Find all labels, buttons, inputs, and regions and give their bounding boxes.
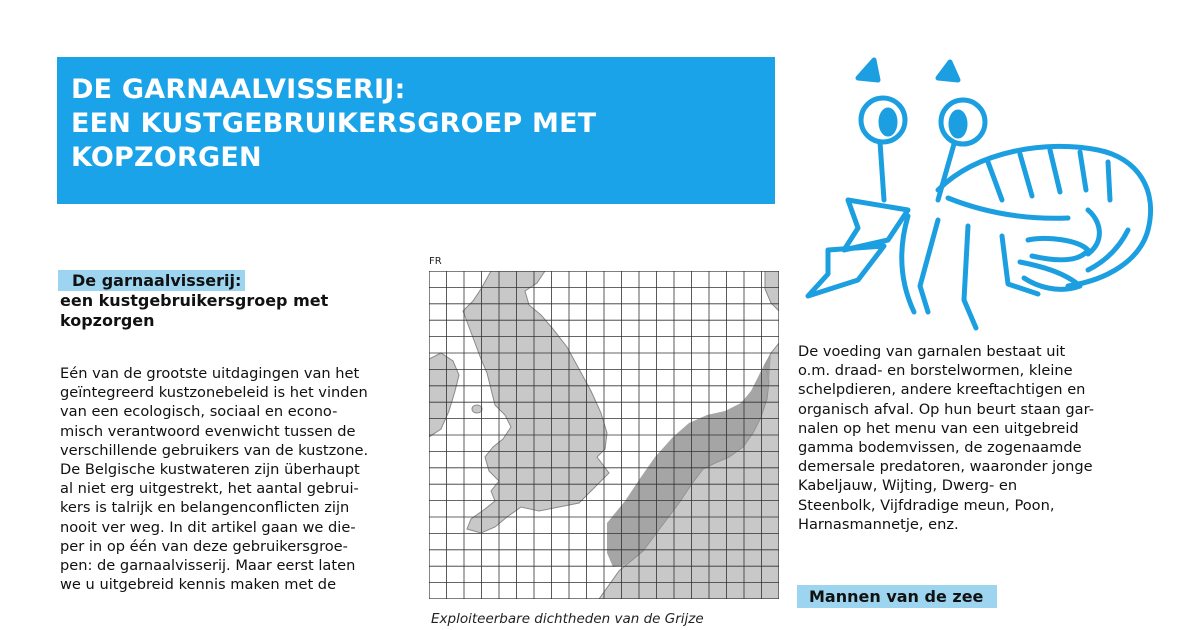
right-text-line: nalen op het menu van een uitgebreid: [798, 419, 1079, 437]
left-text-line: verschillende gebruikers van de kustzone.: [60, 441, 369, 459]
left-text-line: van een ecologisch, sociaal en econo-: [60, 403, 338, 421]
subheading-mannen-van-de-zee: Mannen van de zee: [797, 585, 997, 608]
left-text-line: we u uitgebreid kennis maken met de: [60, 576, 337, 594]
left-text-line: nooit ver weg. In dit artikel gaan we die-: [60, 518, 356, 536]
right-text-line: De voeding van garnalen bestaat uit: [798, 343, 1066, 360]
right-text-line: organisch afval. Op hun beurt staan gar-: [798, 400, 1094, 418]
title-line-3: KOPZORGEN: [71, 142, 262, 173]
right-text-line: Kabeljauw, Wijting, Dwerg- en: [798, 477, 1018, 495]
left-text-line: geïntegreerd kustzonebeleid is het vinden: [60, 384, 368, 402]
left-text-line: Eén van de grootste uitdagingen van het: [60, 365, 360, 382]
right-text-line: gamma bodemvissen, de zogenaamde: [798, 439, 1082, 457]
right-text-line: Harnasmannetje, enz.: [798, 515, 959, 533]
right-text-line: o.m. draad- en borstelwormen, kleine: [798, 362, 1073, 380]
left-body-text: [60, 364, 410, 594]
right-text-line: demersale predatoren, waaronder jonge: [798, 458, 1093, 476]
left-text-line: misch verantwoord evenwicht tussen de: [60, 422, 356, 440]
title-line-2: EEN KUSTGEBRUIKERSGROEP MET: [71, 108, 597, 139]
section-heading-line-1: een kustgebruikersgroep met: [60, 291, 329, 310]
shrimp-cartoon-icon: [788, 50, 1168, 335]
map-corner-label: FR: [429, 256, 442, 267]
section-heading-line-2: kopzorgen: [60, 311, 155, 330]
map-grid: [429, 271, 779, 599]
right-text-line: schelpdieren, andere kreeftachtigen en: [798, 381, 1086, 399]
left-text-line: pen: de garnaalvisserij. Maar eerst laten: [60, 557, 356, 575]
north-sea-map: [429, 271, 779, 599]
title-line-1: DE GARNAALVISSERIJ:: [71, 74, 406, 105]
right-body-text: [798, 342, 1158, 534]
left-text-line: De Belgische kustwateren zijn überhaupt: [60, 461, 360, 479]
right-text-line: Steenbolk, Vijfdradige meun, Poon,: [798, 496, 1055, 514]
left-text-line: per in op één van deze gebruikersgroe-: [60, 537, 348, 555]
left-text-line: kers is talrijk en belangenconflicten zijn: [60, 499, 350, 517]
map-caption: Exploiteerbare dichtheden van de Grijze: [431, 611, 704, 627]
section-heading-highlight: De garnaalvisserij:: [58, 270, 245, 291]
title-banner: [57, 57, 775, 204]
left-text-line: al niet erg uitgestrekt, het aantal gebrui-: [60, 480, 359, 498]
section-heading: [58, 270, 398, 331]
